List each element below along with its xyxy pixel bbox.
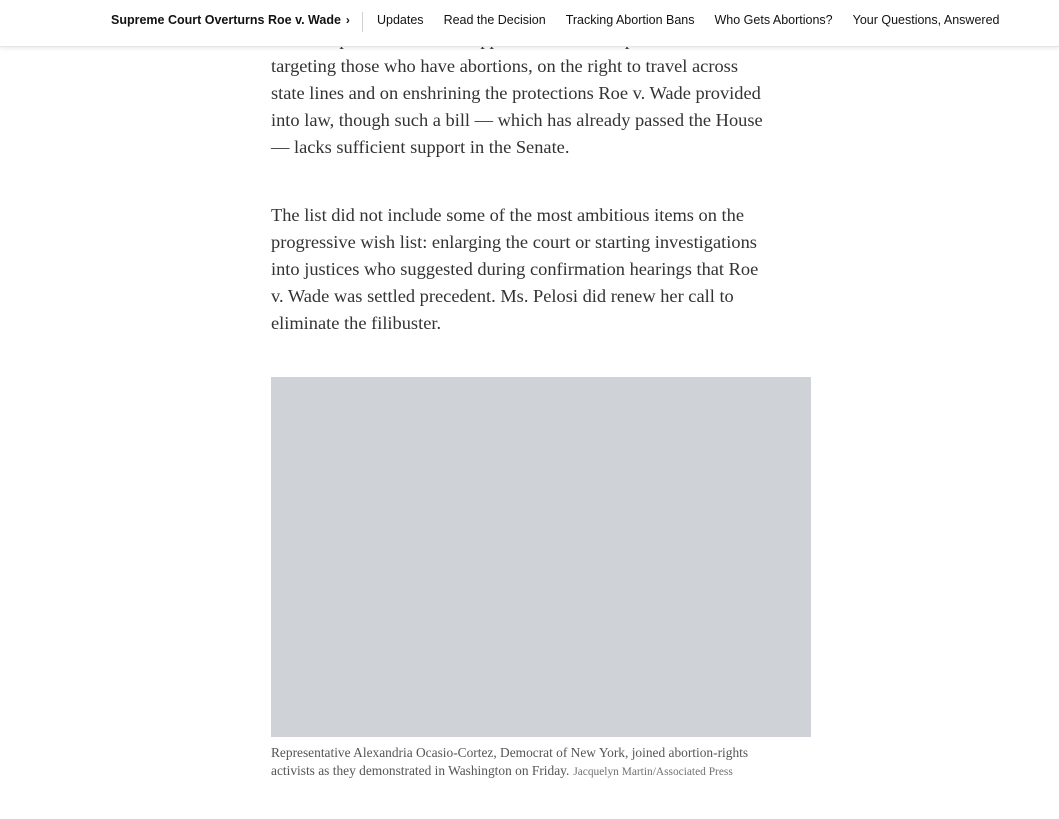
nav-divider (362, 12, 363, 32)
story-nav-links (377, 13, 999, 27)
story-nav-bar (0, 0, 1059, 47)
caption-text: Representative Alexandria Ocasio-Cortez, Democrat of New York, joined abortion-rights activists as they demonstrated in Washington on Friday. (271, 745, 749, 778)
photo-placeholder (271, 377, 811, 737)
nav-link-updates[interactable]: Updates (377, 13, 424, 27)
nav-link-tracking-bans[interactable]: Tracking Abortion Bans (565, 13, 695, 27)
story-title-text: Supreme Court Overturns Roe v. Wade (111, 13, 341, 27)
story-title-link[interactable] (111, 13, 350, 27)
article-paragraph: The list did not include some of the most ambitious items on the progressive wish list: enlarging the court or starting investigations into justices who suggested during confirmation hearings that Roe v. Wade was settled precedent. Ms. Pelosi did renew her call to eliminate the filibuster. (271, 205, 759, 333)
nav-link-your-questions[interactable]: Your Questions, Answered (852, 13, 1000, 27)
chevron-right-icon: › (345, 13, 350, 27)
nav-link-who-gets-abortions[interactable]: Who Gets Abortions? (714, 13, 833, 27)
photo-credit: Jacquelyn Martin/Associated Press (573, 766, 733, 778)
article-figure (271, 377, 811, 778)
article-paragraph: targeting those who have abortions, on the right to travel across state lines and on enshrining the protections Roe v. Wade provided into law, though such a bill — which has already passed the House — lacks sufficient support in the Senate. (271, 56, 763, 157)
nav-link-read-decision[interactable]: Read the Decision (443, 13, 546, 27)
photo-caption (271, 744, 791, 781)
